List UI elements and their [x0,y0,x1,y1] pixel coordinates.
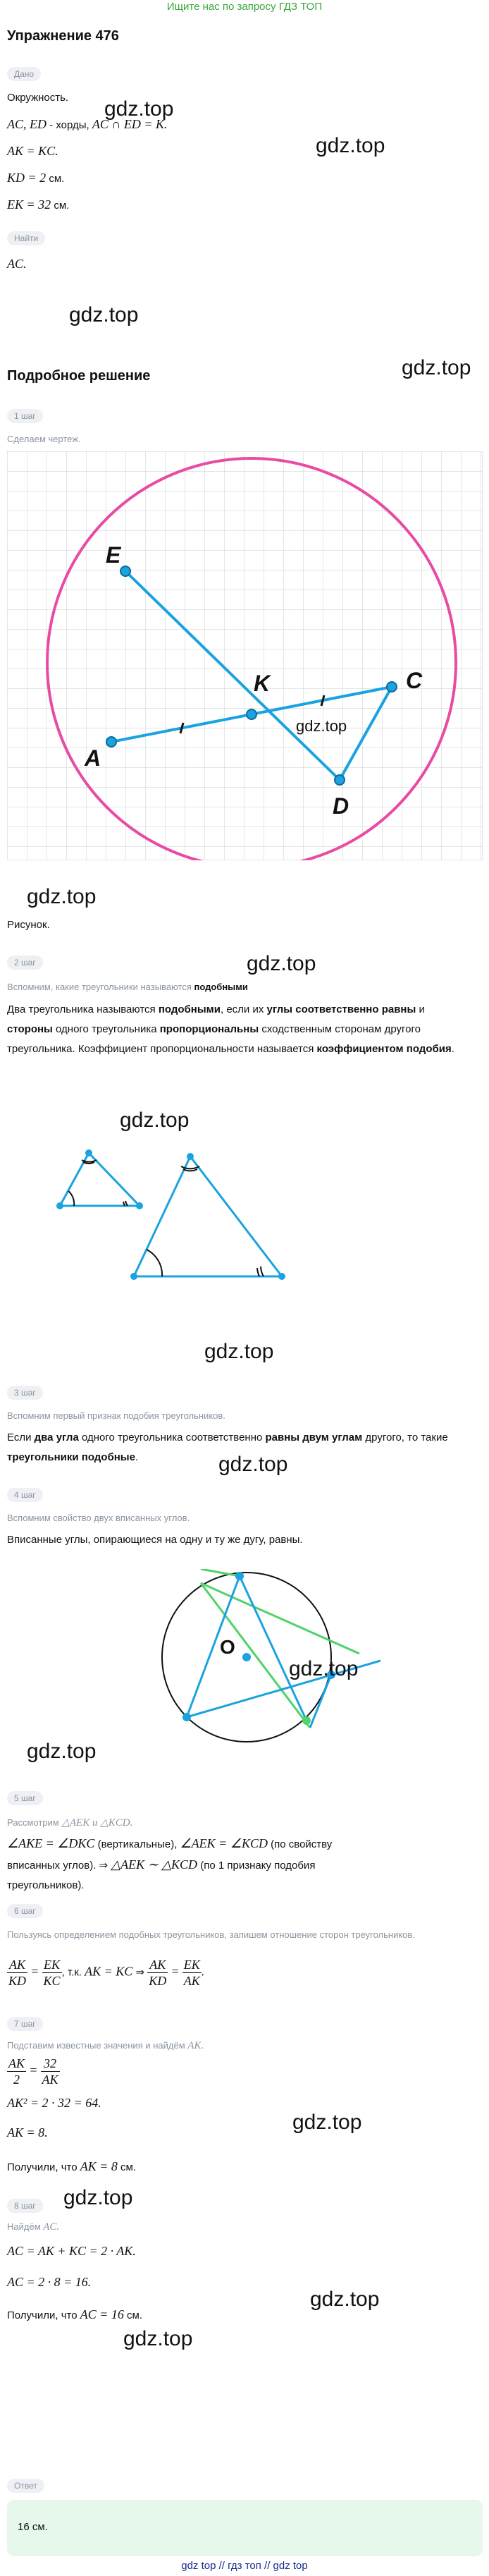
watermark: gdz.top [69,303,139,326]
footer-links[interactable]: gdz top // гдз топ // gdz top [181,2560,308,2572]
label-c: C [406,668,423,693]
step-2-label: 2 шаг [7,956,43,970]
given-label: Дано [7,67,41,81]
watermark: gdz.top [63,2186,133,2209]
point-k [247,709,256,719]
step-2-text: Два треугольника называются подобными, если их углы соответственно равны и стороны одного треугольника пропорциональны сходственным сторонам другого треугольника. Коэффициент пропорциональности называется коэффициентом подобия. [7,1003,454,1055]
watermark: gdz.top [27,1740,97,1763]
point-d [335,775,345,785]
watermark: gdz.top [296,717,347,735]
step-7-result: Получили, что AK = 8 см. [7,2159,137,2173]
center-point [242,1653,251,1661]
step-7-hint: Подставим известные значения и найдём AK. [7,2040,204,2051]
given-line-4: KD = 2 см. [7,171,65,185]
label-k: K [254,671,271,696]
step-5-text: ∠AKE = ∠DKC (вертикальные), ∠AEK = ∠KCD (по свойству вписанных углов). ⇒ △AEK ∼ △KCD (по 1 признаку подобия треугольников). [7,1836,333,1891]
watermark: gdz.top [402,356,471,379]
step-7-eq-3: AK = 8. [7,2125,48,2139]
step-7-eq-1: $\frac{AK}{2}$ = $\frac{32}{AK}$ [8,2056,58,2087]
step-1-caption: Рисунок. [7,919,50,931]
answer-value: 16 см. [18,2521,48,2533]
given-line-3: AK = KC. [7,144,58,158]
point-a [106,737,116,747]
small-triangle [60,1153,140,1206]
label-e: E [106,542,121,568]
step-6-hint: Пользуясь определением подобных треугольников, запишем отношение сторон треугольников. [7,1929,415,1940]
label-a: A [85,745,101,771]
given-line-1: Окружность. [7,92,69,104]
step-8-result: Получили, что AC = 16 см. [7,2307,143,2321]
step-8-label: 8 шаг [7,2199,43,2213]
step-1-label: 1 шаг [7,409,43,423]
step-4-text: Вписанные углы, опирающиеся на одну и ту же дугу, равны. [7,1534,303,1546]
watermark: gdz.top [292,2111,362,2134]
step-1-hint: Сделаем чертеж. [7,434,81,444]
watermark: gdz.top [204,1340,274,1363]
step-4-hint: Вспомним свойство двух вписанных углов. [7,1513,190,1523]
step-8-eq-2: AC = 2 · 8 = 16. [7,2275,92,2289]
label-d: D [333,793,349,819]
step-6-label: 6 шаг [7,1904,43,1918]
find-value: AC. [7,257,27,271]
chord-drawing [7,451,483,860]
watermark: gdz.top [310,2288,380,2311]
watermark: gdz.top [123,2327,193,2350]
solution-title: Подробное решение [7,368,151,384]
top-banner[interactable]: Ищите нас по запросу ГДЗ ТОП [166,1,323,13]
answer-box [7,2500,483,2556]
step-8-hint: Найдём AC. [7,2221,60,2233]
watermark: gdz.top [218,1453,288,1476]
step-3-text: Если два угла одного треугольника соответственно равны двум углам другого, то такие треугольники подобные. [7,1432,448,1463]
step-6-formula: $\frac{AK}{KD}$ = $\frac{EK}{KC}$ , т.к. AK = KC ⇒ $\frac{AK}{KD}$ = $\frac{EK}{AK}$ . [8,1958,205,1988]
label-o: O [220,1636,235,1658]
watermark: gdz.top [104,97,174,121]
watermark: gdz.top [247,952,316,975]
watermark: gdz.top [27,885,97,908]
find-label: Найти [7,231,45,245]
step-2-hint: Вспомним, какие треугольники называются подобными [7,982,248,992]
step-7-eq-2: AK² = 2 · 32 = 64. [7,2096,101,2110]
step-5-label: 5 шаг [7,1791,43,1805]
point-e [120,566,130,576]
similar-triangles-drawing [42,1128,296,1312]
watermark: gdz.top [316,134,385,157]
answer-label: Ответ [7,2479,44,2493]
page-title: Упражнение 476 [7,28,119,44]
step-7-label: 7 шаг [7,2017,43,2031]
given-line-5: EK = 32 см. [7,197,70,212]
step-8-eq-1: AC = AK + KC = 2 · AK. [7,2244,136,2258]
step-3-label: 3 шаг [7,1386,43,1400]
step-3-hint: Вспомним первый признак подобия треугольников. [7,1410,225,1421]
watermark: gdz.top [120,1109,190,1132]
watermark: gdz.top [289,1657,359,1680]
point-c [387,682,397,692]
given-line-2: AC, ED - хорды, AC ∩ ED = K. [7,117,168,131]
step-5-hint: Рассмотрим △AEK и △KCD. [7,1817,133,1829]
step-4-label: 4 шаг [7,1488,43,1502]
